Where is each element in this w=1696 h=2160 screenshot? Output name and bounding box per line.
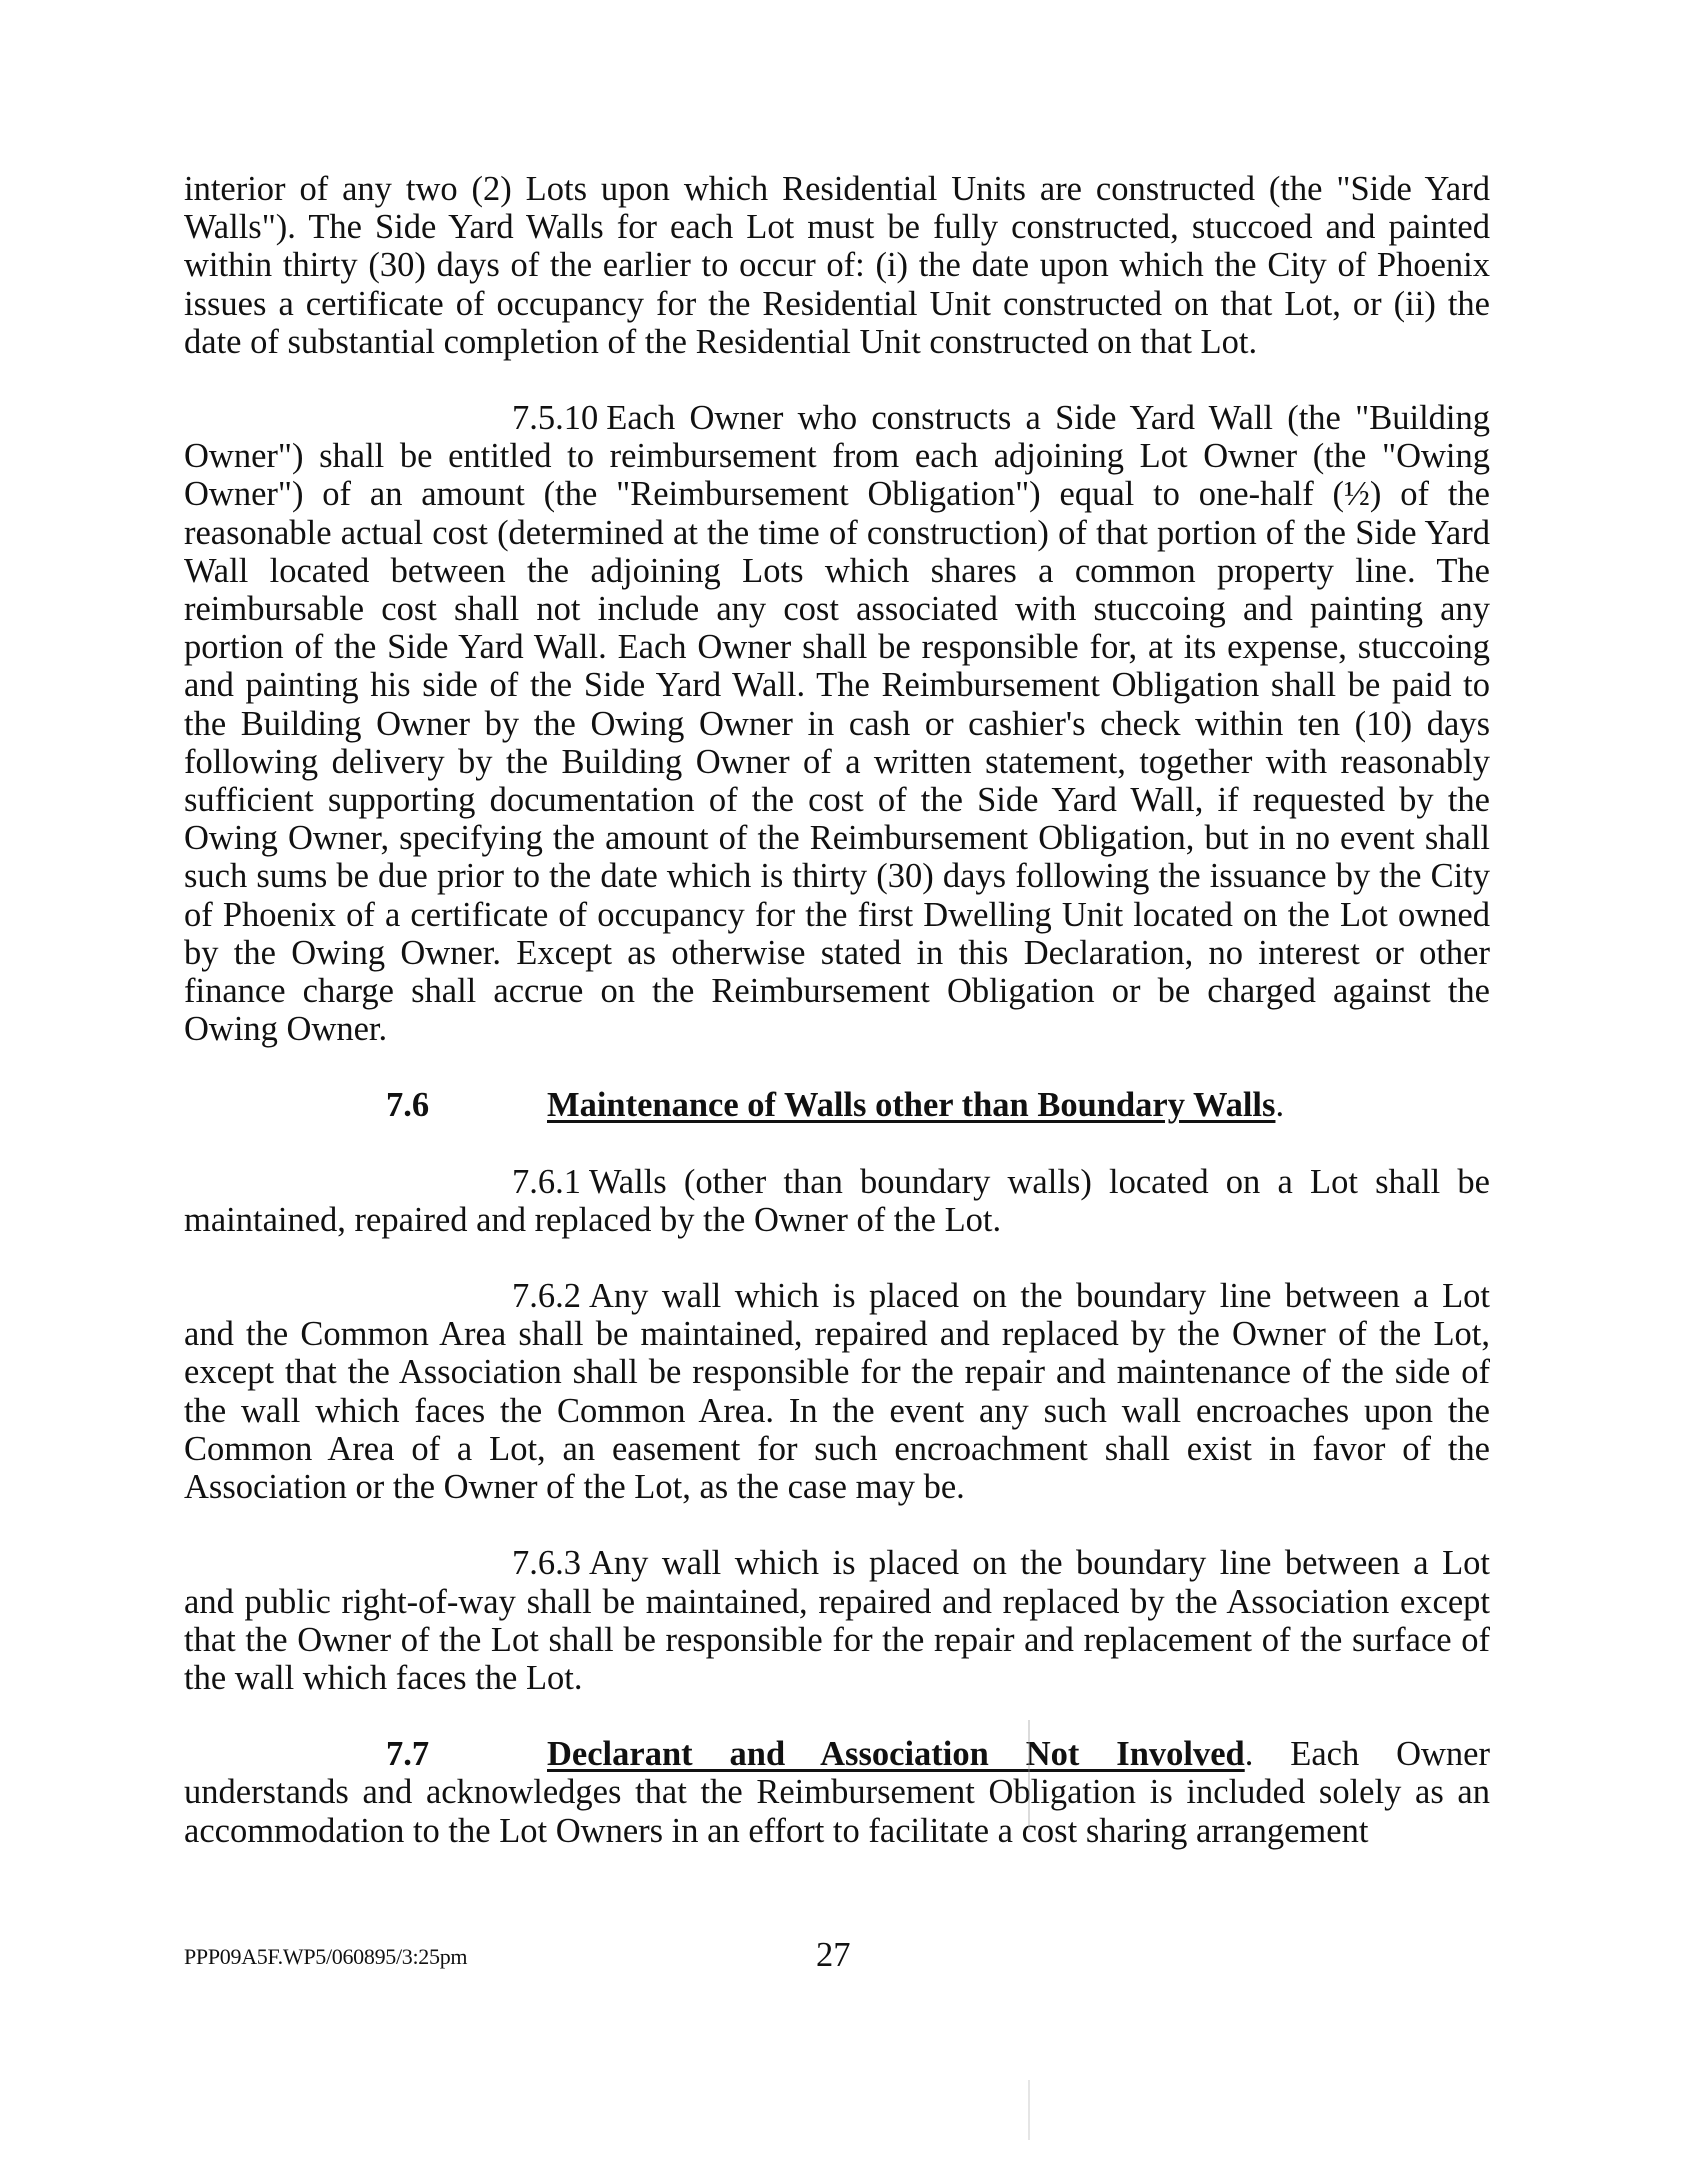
section-text: Any wall which is placed on the boundary line between a Lot and the Common Area shall be maintained, repaired and replaced by the Owner of the Lot, except that the Association shall be responsible for the repair and maintenance of the side of the wall which faces the Common Area. In the event any such wall encroaches upon the Common Area of a Lot, an easement for such encroachment shall exist in favor of the Association or the Owner of the Lot, as the case may be. [184, 1277, 1490, 1507]
section-number: 7.5.10 [512, 399, 599, 438]
section-7-6-heading [184, 1086, 1490, 1124]
page-number: 27 [816, 1936, 851, 1974]
section-text: Each Owner understands and acknowledges that the Reimbursement Obligation is included solely as an accommodation to the Lot Owners in an effort to facilitate a cost sharing arrangement [184, 1735, 1490, 1850]
file-code: PPP09A5F.WP5/060895/3:25pm [184, 1944, 468, 1969]
section-number: 7.6.2 [512, 1277, 581, 1316]
section-number: 7.6.3 [512, 1544, 581, 1583]
section-text: Each Owner who constructs a Side Yard Wall (the "Building Owner") shall be entitled to reimbursement from each adjoining Lot Owner (the "Owing Owner") of an amount (the "Reimbursement Obligation") equal to one-half (½) of the reasonable actual cost (determined at the time of construction) of that portion of the Side Yard Wall located between the adjoining Lots which shares a common property line. The reimbursable cost shall not include any cost associated with stuccoing and painting any portion of the Side Yard Wall. Each Owner shall be responsible for, at its expense, stuccoing and painting his side of the Side Yard Wall. The Reimbursement Obligation shall be paid to the Building Owner by the Owing Owner in cash or cashier's check within ten (10) days following delivery by the Building Owner of a written statement, together with reasonably sufficient supporting documentation of the cost of the Side Yard Wall, if requested by the Owing Owner, specifying the amount of the Reimbursement Obligation, but in no event shall such sums be due prior to the date which is thirty (30) days following the issuance by the City of Phoenix of a certificate of occupancy for the first Dwelling Unit located on the Lot owned by the Owing Owner. Except as otherwise stated in this Declaration, no interest or other finance charge shall accrue on the Reimbursement Obligation or be charged against the Owing Owner. [184, 399, 1490, 1049]
section-text: Any wall which is placed on the boundary line between a Lot and public right-of-way shall be maintained, repaired and replaced by the Association except that the Owner of the Lot shall be responsible for the repair and replacement of the surface of the wall which faces the Lot. [184, 1544, 1490, 1697]
section-text: Walls (other than boundary walls) located on a Lot shall be maintained, repaired and replaced by the Owner of the Lot. [184, 1162, 1490, 1239]
paragraph-text: interior of any two (2) Lots upon which Residential Units are constructed (the "Side Yard Walls"). The Side Yard Walls for each Lot must be fully constructed, stuccoed and painted within thirty (30) days of the earlier to occur of: (i) the date upon which the City of Phoenix issues a certificate of occupancy for the Residential Unit constructed on that Lot, or (ii) the date of substantial completion of the Residential Unit constructed on that Lot. [184, 170, 1490, 361]
paragraph-side-yard-walls [184, 170, 1490, 361]
section-7-6-3 [184, 1544, 1490, 1697]
section-number: 7.7 [386, 1735, 430, 1774]
section-title-period: . [1275, 1086, 1285, 1125]
section-number: 7.6.1 [512, 1162, 581, 1201]
section-title: Declarant and Association Not Involved [547, 1735, 1245, 1774]
section-7-7 [184, 1735, 1490, 1850]
section-7-6-2 [184, 1277, 1490, 1506]
page-footer [184, 1936, 1490, 1976]
section-7-5-10 [184, 399, 1490, 1048]
scan-mark [1028, 1720, 1030, 1830]
document-page [184, 170, 1490, 1888]
section-number: 7.6 [386, 1086, 430, 1125]
section-7-6-1 [184, 1163, 1490, 1239]
section-title: Maintenance of Walls other than Boundary Walls [547, 1086, 1276, 1125]
section-title-period: . [1244, 1735, 1254, 1774]
scan-mark [1028, 2080, 1030, 2140]
